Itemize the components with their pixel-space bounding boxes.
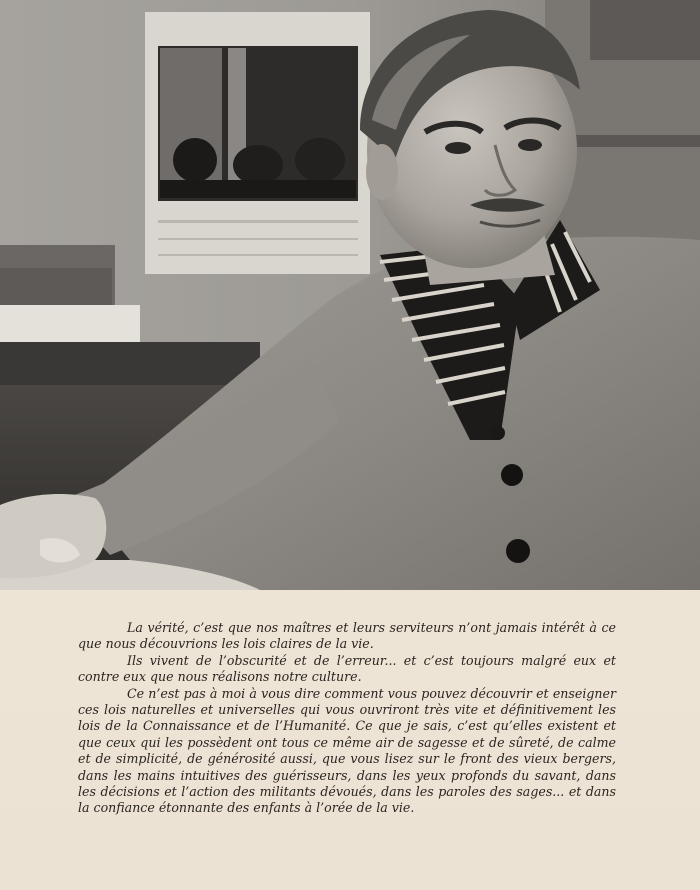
quote-text <box>78 620 616 817</box>
paragraph-1: La vérité, c’est que nos maîtres et leurs serviteurs n’ont jamais intérêt à ce que nous découvrions les lois claires de la vie. <box>78 620 616 652</box>
paragraph-3: Ce n’est pas à moi à vous dire comment vous pouvez découvrir et enseigner ces lois naturelles et universelles qui vous ouvriront très vite et définitivement les lois de la Connaissance et de l’Humanité. Ce que je sais, c’est qu’elles existent et que ceux qui les possèdent ont tous ce même air de sagesse et de sûreté, de calme et de simplicité, de générosité aussi, que vous lisez sur le front des vieux bergers, dans les mains intuitives des guérisseurs, dans les yeux profonds du savant, dans les décisions et l’action des militants dévoués, dans les paroles des sages... et dans la confiance étonnante des enfants à l’orée de la vie. <box>78 685 616 816</box>
paragraph-2: Ils vivent de l’obscurité et de l’erreur... et c’est toujours malgré eux et contre eux que nous réalisons notre culture. <box>78 652 616 685</box>
